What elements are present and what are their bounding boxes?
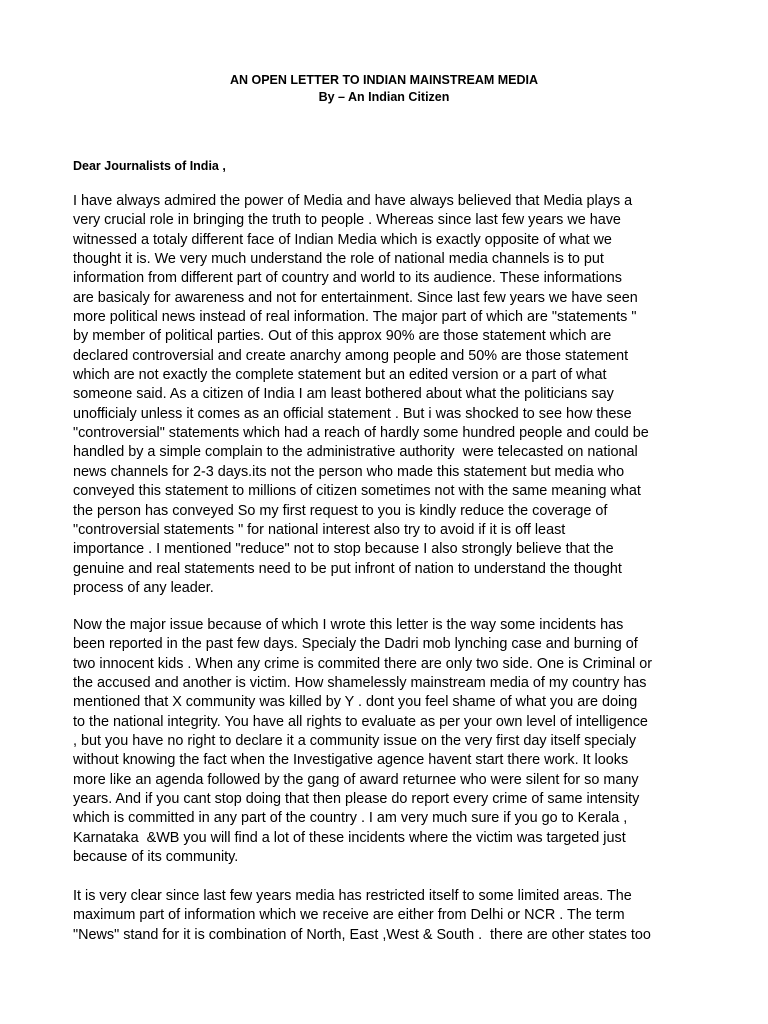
- paragraph-2: [73, 616, 652, 867]
- text-line: process of any leader.: [73, 579, 214, 596]
- text-line: which is committed in any part of the country . I am very much sure if you go to Kerala ,: [73, 810, 628, 827]
- text-line: "controversial statements " for national interest also try to avoid if it is off least: [73, 521, 566, 538]
- paragraph-3: [73, 887, 651, 945]
- text-line: information from different part of country and world to its audience. These informations: [73, 270, 622, 287]
- paragraph-1: [73, 192, 649, 598]
- text-line: more political news instead of real information. The major part of which are "statements ": [73, 309, 637, 326]
- text-line: It is very clear since last few years media has restricted itself to some limited areas. The: [73, 888, 632, 904]
- text-line: the person has conveyed So my first request to you is kindly reduce the coverage of: [73, 502, 608, 519]
- text-line: declared controversial and create anarchy among people and 50% are those statement: [73, 347, 629, 364]
- salutation: Dear Journalists of India ,: [73, 159, 226, 173]
- text-line: news channels for 2-3 days.its not the person who made this statement but media who: [73, 463, 625, 480]
- text-line: are basicaly for awareness and not for entertainment. Since last few years we have seen: [73, 289, 638, 306]
- text-line: , but you have no right to declare it a community issue on the very first day itself specialy: [73, 733, 637, 750]
- text-line: "controversial" statements which had a reach of hardly some hundred people and could be: [73, 425, 649, 442]
- text-line: conveyed this statement to millions of citizen sometimes not with the same meaning what: [73, 483, 641, 500]
- text-line: someone said. As a citizen of India I am least bothered about what the politicians say: [73, 386, 614, 403]
- text-line: two innocent kids . When any crime is commited there are only two side. One is Criminal or: [73, 655, 653, 672]
- text-line: Karnataka &WB you will find a lot of these incidents where the victim was targeted just: [73, 829, 626, 846]
- text-line: which are not exactly the complete statement but an edited version or a part of what: [73, 367, 607, 384]
- text-line: to the national integrity. You have all rights to evaluate as per your own level of intelligence: [73, 713, 648, 730]
- text-line: witnessed a totaly different face of Indian Media which is exactly opposite of what we: [73, 231, 612, 248]
- text-line: the accused and another is victim. How shamelessly mainstream media of my country has: [73, 675, 647, 692]
- text-line: importance . I mentioned "reduce" not to stop because I also strongly believe that the: [73, 541, 614, 558]
- text-line: I have always admired the power of Media and have always believed that Media plays a: [73, 193, 633, 209]
- text-line: unofficialy unless it comes as an official statement . But i was shocked to see how these: [73, 405, 632, 422]
- text-line: handled by a simple complain to the administrative authority were telecasted on national: [73, 444, 638, 461]
- text-line: been reported in the past few days. Specialy the Dadri mob lynching case and burning of: [73, 636, 638, 653]
- text-line: very crucial role in bringing the truth to people . Whereas since last few years we have: [73, 212, 621, 229]
- text-line: "News" stand for it is combination of North, East ,West & South . there are other states too: [73, 926, 651, 943]
- text-line: mentioned that X community was killed by Y . dont you feel shame of what you are doing: [73, 694, 638, 711]
- text-line: without knowing the fact when the Investigative agence havent start there work. It looks: [73, 752, 629, 769]
- text-line: more like an agenda followed by the gang of award returnee who were silent for so many: [73, 771, 639, 788]
- text-line: thought it is. We very much understand the role of national media channels is to put: [73, 251, 604, 268]
- text-line: maximum part of information which we receive are either from Delhi or NCR . The term: [73, 907, 625, 924]
- text-line: years. And if you cant stop doing that then please do report every crime of same intensity: [73, 791, 640, 808]
- text-line: by member of political parties. Out of this approx 90% are those statement which are: [73, 328, 612, 345]
- text-line: because of its community.: [73, 849, 239, 866]
- text-line: genuine and real statements need to be put infront of nation to understand the thought: [73, 560, 622, 577]
- letter-byline: By – An Indian Citizen: [318, 90, 450, 104]
- text-line: Now the major issue because of which I wrote this letter is the way some incidents has: [73, 617, 624, 633]
- letter-title: AN OPEN LETTER TO INDIAN MAINSTREAM MEDIA: [229, 73, 539, 87]
